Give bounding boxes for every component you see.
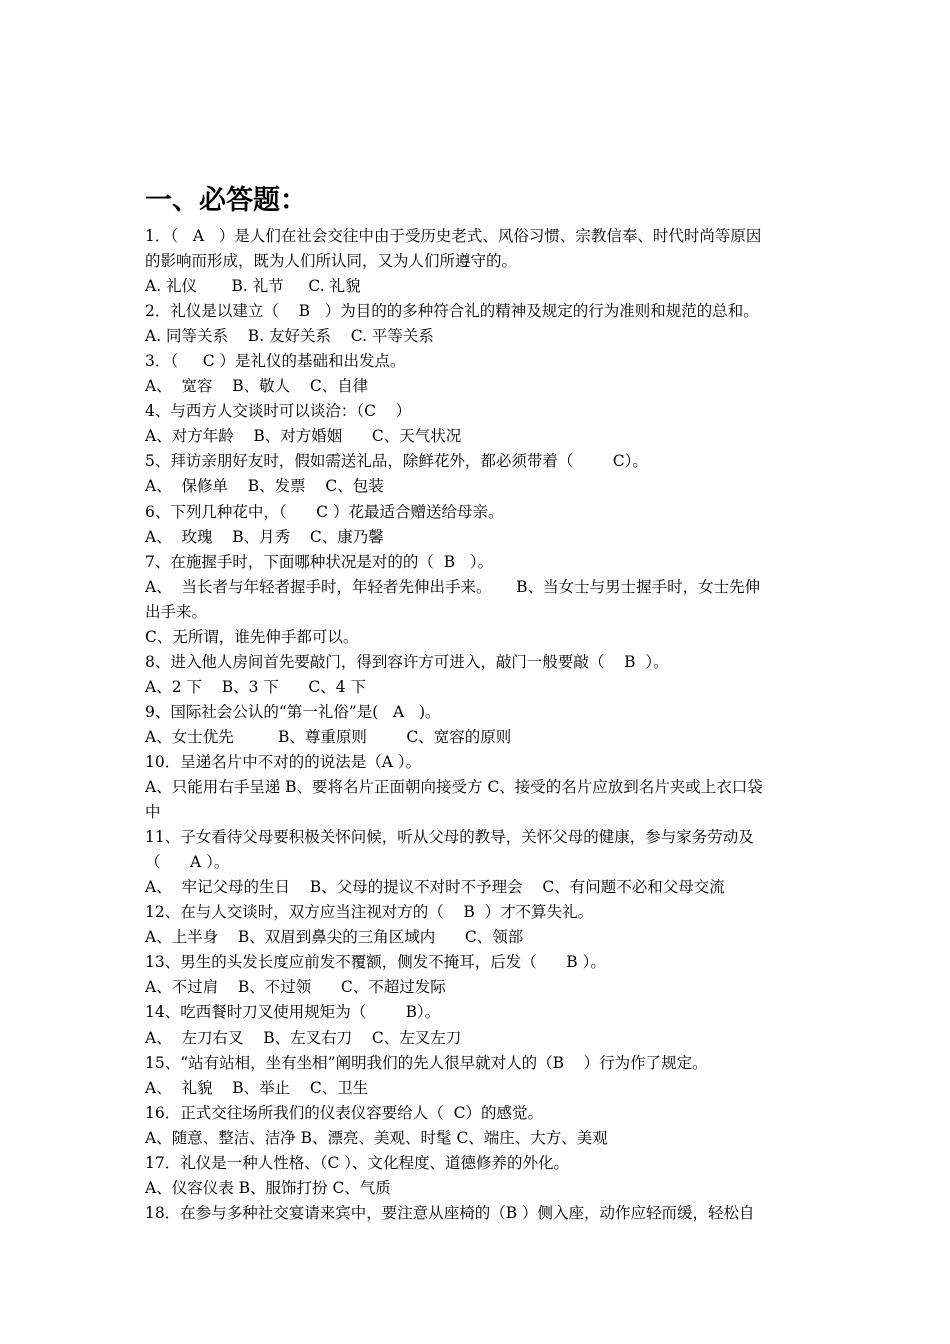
text-line: C、无所谓，谁先伸手都可以。: [145, 627, 359, 646]
text-line: 的影响而形成，既为人们所认同，又为人们所遵守的。: [145, 252, 518, 271]
text-line: 16．正式交往场所我们的仪表仪容要给人（ C）的感觉。: [145, 1103, 543, 1122]
text-line: A、仪容仪表 B、服饰打扮 C、气质: [145, 1178, 391, 1197]
text-line: 10．呈递名片中不对的的说法是（A ）。: [145, 752, 422, 771]
text-line: A. 同等关系 B. 友好关系 C. 平等关系: [145, 327, 434, 346]
text-line: 15、“站有站相，坐有坐相”阐明我们的先人很早就对人的（B ）行为作了规定。: [145, 1053, 708, 1072]
text-line: A、只能用右手呈递 B、要将名片正面朝向接受方 C、接受的名片应放到名片夹或上衣口袋: [145, 778, 763, 797]
text-line: A、 左刀右叉 B、左叉右刀 C、左叉左刀: [145, 1028, 462, 1047]
text-line: A、 保修单 B、发票 C、包装: [145, 477, 384, 496]
text-line: 18．在参与多种社交宴请来宾中，要注意从座椅的（B ）侧入座，动作应轻而缓，轻松自: [145, 1203, 755, 1222]
text-line: 出手来。: [145, 602, 208, 621]
text-line: 14、吃西餐时刀叉使用规矩为（ B）。: [145, 1003, 441, 1022]
text-line: A、 礼貌 B、举止 C、卫生: [145, 1078, 369, 1097]
text-line: 12、在与人交谈时，双方应当注视对方的（ B ）才不算失礼。: [145, 903, 594, 922]
text-line: A、2 下 B、3 下 C、4 下: [145, 677, 367, 696]
text-line: 中: [145, 803, 161, 822]
text-line: 3．（ C ）是礼仪的基础和出发点。: [145, 352, 406, 371]
text-line: 8、进入他人房间首先要敲门，得到容许方可进入，敲门一般要敲（ B ）。: [145, 652, 669, 671]
text-line: 5、拜访亲朋好友时，假如需送礼品，除鲜花外，都必须带着（ C）。: [145, 452, 648, 471]
text-line: 17．礼仪是一种人性格、（C ）、文化程度、道德修养的外化。: [145, 1153, 570, 1172]
text-line: A、 当长者与年轻者握手时，年轻者先伸出手来。 B、当女士与男士握手时，女士先伸: [145, 577, 761, 596]
text-line: A、随意、整洁、洁净 B、漂亮、美观、时髦 C、端庄、大方、美观: [145, 1128, 608, 1147]
text-line: A、上半身 B、双眉到鼻尖的三角区域内 C、领部: [145, 928, 524, 947]
text-line: A、 玫瑰 B、月秀 C、康乃馨: [145, 527, 384, 546]
text-line: 4、与西方人交谈时可以谈洽：（C ）: [145, 402, 412, 421]
text-line: 6、下列几种花中，（ C ）花最适合赠送给母亲。: [145, 502, 504, 521]
text-line: 1．（ A ）是人们在社会交往中由于受历史老式、风俗习惯、宗教信奉、时代时尚等原因: [145, 227, 762, 245]
text-line: 11、子女看待父母要积极关怀问候，听从父母的教导，关怀父母的健康，参与家务劳动及: [145, 828, 754, 847]
text-line: A、女士优先 B、尊重原则 C、宽容的原则: [145, 727, 512, 746]
text-line: （ A ）。: [145, 853, 230, 872]
text-line: A、不过肩 B、不过领 C、不超过发际: [145, 978, 446, 997]
text-line: A、 牢记父母的生日 B、父母的提议不对时不予理会 C、有问题不必和父母交流: [145, 878, 725, 897]
question-list: [145, 224, 815, 1226]
text-line: A、对方年龄 B、对方婚姻 C、天气状况: [145, 427, 462, 446]
text-line: 13、男生的头发长度应前发不覆额，侧发不掩耳，后发（ B ）。: [145, 953, 606, 972]
text-line: A. 礼仪 B. 礼节 C. 礼貌: [145, 277, 361, 296]
text-line: 9、国际社会公认的“第一礼俗”是( A )。: [145, 702, 441, 721]
section-title: 一、必答题：: [145, 185, 307, 216]
document-page: [145, 178, 815, 1226]
text-line: A、 宽容 B、敬人 C、自律: [145, 377, 369, 396]
text-line: 2．礼仪是以建立（ B ）为目的的多种符合礼的精神及规定的行为准则和规范的总和。: [145, 302, 759, 321]
text-line: 7、在施握手时，下面哪种状况是对的的（ B ）。: [145, 552, 494, 571]
